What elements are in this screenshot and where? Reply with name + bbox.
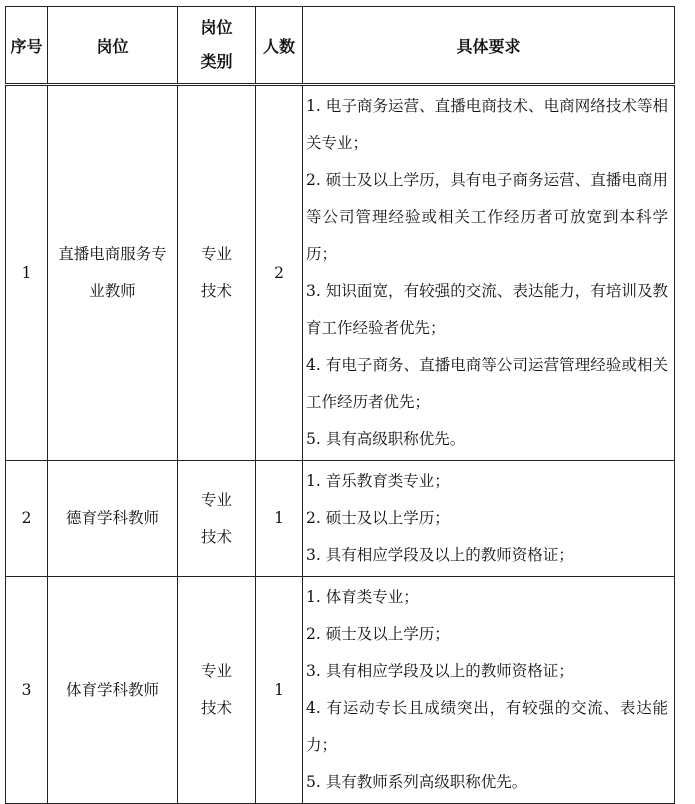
header-requirements: 具体要求 — [303, 7, 675, 85]
requirement-item: 1. 电子商务运营、直播电商技术、电商网络技术等相关专业； — [306, 97, 668, 152]
row-index: 2 — [6, 461, 48, 577]
row-category-line: 专业 — [200, 490, 232, 509]
row-requirements — [303, 577, 675, 804]
row-post: 体育学科教师 — [48, 577, 178, 804]
requirement-item: 2. 硕士及以上学历； — [306, 509, 450, 527]
header-index: 序号 — [6, 7, 48, 85]
positions-table — [5, 6, 675, 804]
requirement-item: 5. 具有教师系列高级职称优先。 — [306, 773, 528, 791]
requirement-item: 1. 体育类专业； — [306, 588, 419, 606]
table-row — [6, 85, 675, 461]
row-count: 1 — [256, 461, 303, 577]
row-index: 3 — [6, 577, 48, 804]
row-index: 1 — [6, 85, 48, 461]
header-category-line: 类别 — [200, 52, 233, 71]
row-category — [178, 577, 256, 804]
requirement-item: 3. 具有相应学段及以上的教师资格证； — [306, 662, 574, 680]
requirement-item: 4. 有电子商务、直播电商等公司运营管理经验或相关工作经历者优先； — [306, 356, 668, 411]
table-row — [6, 461, 675, 577]
row-count: 1 — [256, 577, 303, 804]
row-category-line: 技术 — [200, 527, 232, 546]
requirement-item: 2. 硕士及以上学历； — [306, 625, 450, 643]
header-category-line: 岗位 — [200, 18, 233, 37]
row-category — [178, 461, 256, 577]
header-row — [6, 7, 675, 85]
table-row — [6, 577, 675, 804]
row-category — [178, 85, 256, 461]
requirement-item: 4. 有运动专长且成绩突出，有较强的交流、表达能力； — [306, 699, 668, 754]
row-requirements — [303, 461, 675, 577]
row-count: 2 — [256, 85, 303, 461]
requirement-item: 3. 具有相应学段及以上的教师资格证； — [306, 546, 574, 564]
row-requirements — [303, 85, 675, 461]
row-post: 直播电商服务专业教师 — [48, 85, 178, 461]
row-post: 德育学科教师 — [48, 461, 178, 577]
header-count: 人数 — [256, 7, 303, 85]
header-post: 岗位 — [48, 7, 178, 85]
requirement-item: 2. 硕士及以上学历，具有电子商务运营、直播电商用等公司管理经验或相关工作经历者可放宽到本科学历； — [306, 171, 668, 263]
row-category-line: 专业 — [200, 245, 232, 263]
requirement-item: 3. 知识面宽，有较强的交流、表达能力，有培训及教育工作经验者优先； — [306, 282, 668, 337]
requirement-item: 5. 具有高级职称优先。 — [306, 430, 466, 448]
header-category — [178, 7, 256, 85]
row-category-line: 技术 — [200, 282, 232, 300]
requirement-item: 1. 音乐教育类专业； — [306, 472, 450, 490]
row-category-line: 专业 — [200, 662, 232, 680]
row-category-line: 技术 — [200, 699, 232, 717]
